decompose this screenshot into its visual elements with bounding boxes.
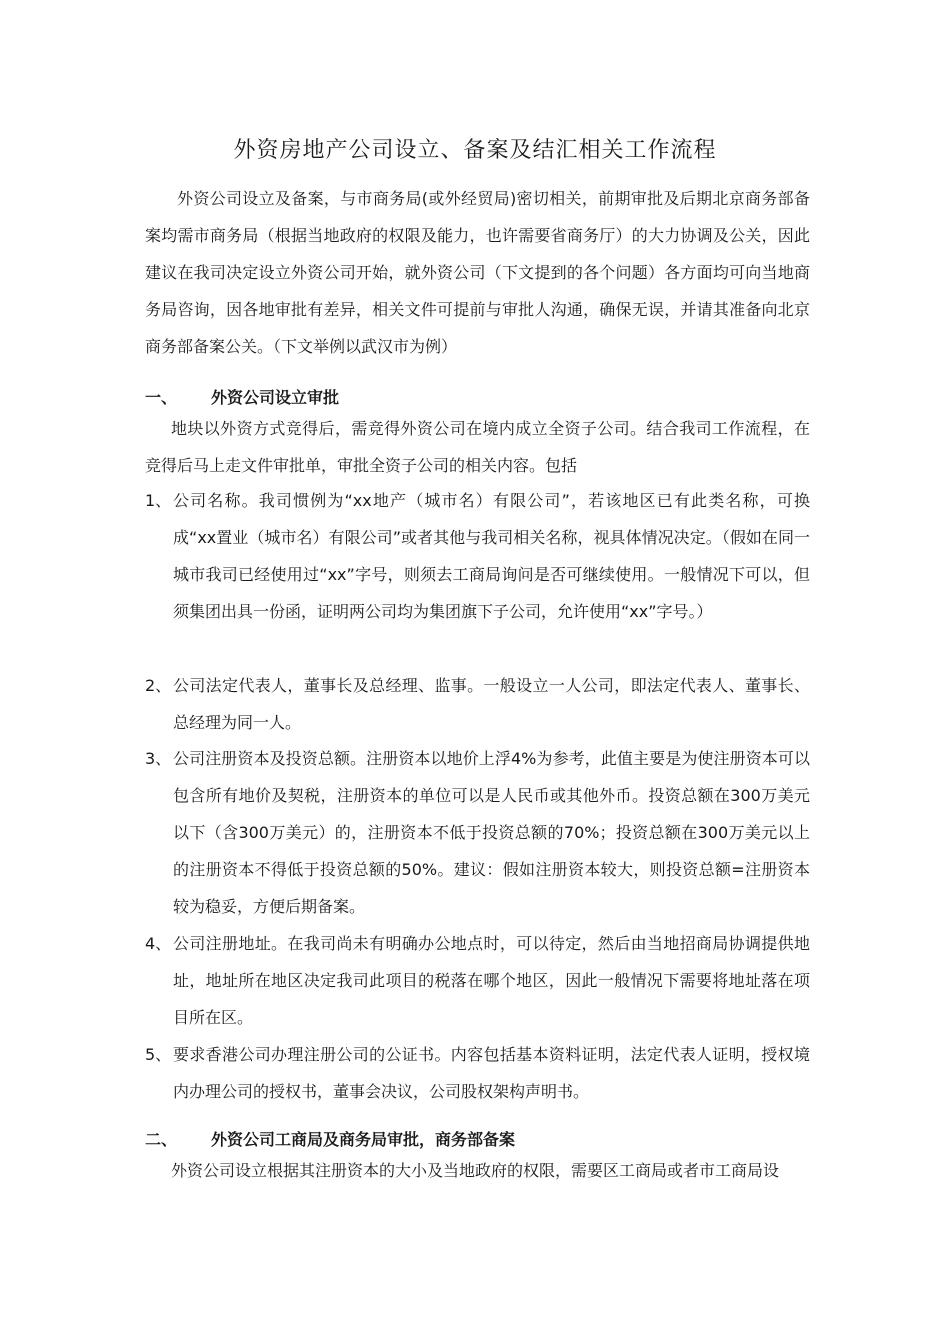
- section-1-heading: [145, 386, 810, 410]
- list-item-text: 公司注册资本及投资总额。注册资本以地价上浮4%为参考，此值主要是为使注册资本可以包含所有地价及契税，注册资本的单位可以是人民币或其他外币。投资总额在300万美元以下（含300万美元）的，注册资本不低于投资总额的70%；投资总额在300万美元以上的注册资本不得低于投资总额的50%。建议：假如注册资本较大，则投资总额=注册资本较为稳妥，方便后期备案。: [173, 749, 810, 916]
- list-item: [145, 740, 810, 925]
- section-1-title: 外资公司设立审批: [211, 388, 340, 407]
- list-item-number: 2、: [145, 676, 172, 695]
- list-item: [145, 925, 810, 1036]
- document-title: 外资房地产公司设立、备案及结汇相关工作流程: [233, 138, 717, 163]
- list-item-text: 公司名称。我司惯例为“xx地产（城市名）有限公司”，若该地区已有此类名称，可换成“xx置业（城市名）有限公司”或者其他与我司相关名称，视具体情况决定。（假如在同一城市我司已经使用过“xx”字号，则须去工商局询问是否可继续使用。一般情况下可以，但须集团出具一份函，证明两公司均为集团旗下子公司，允许使用“xx”字号。）: [173, 491, 810, 621]
- section-2-body: 外资公司设立根据其注册资本的大小及当地政府的权限，需要区工商局或者市工商局设: [171, 1161, 780, 1180]
- list-item-text: 公司注册地址。在我司尚未有明确办公地点时，可以待定，然后由当地招商局协调提供地址，地址所在地区决定我司此项目的税落在哪个地区，因此一般情况下需要将地址落在项目所在区。: [173, 934, 810, 1027]
- list-item-number: 4、: [145, 934, 172, 953]
- section-2-heading: [145, 1128, 810, 1152]
- section-1-body: 地块以外资方式竞得后，需竞得外资公司在境内成立全资子公司。结合我司工作流程，在竞得后马上走文件审批单，审批全资子公司的相关内容。包括: [145, 419, 810, 475]
- list-item-number: 1、: [145, 491, 172, 510]
- list-item-text: 要求香港公司办理注册公司的公证书。内容包括基本资料证明，法定代表人证明，授权境内办理公司的授权书，董事会决议，公司股权架构声明书。: [173, 1045, 810, 1101]
- list-item: [145, 482, 810, 630]
- section-1-number: 一、: [145, 388, 178, 407]
- list-item-number: 5、: [145, 1045, 172, 1064]
- list-item-text: 公司法定代表人，董事长及总经理、监事。一般设立一人公司，即法定代表人、董事长、总经理为同一人。: [173, 676, 810, 732]
- section-2-number: 二、: [145, 1130, 178, 1149]
- list-item-number: 3、: [145, 749, 172, 768]
- section-2-title: 外资公司工商局及商务局审批，商务部备案: [211, 1130, 516, 1149]
- list-item: [145, 667, 810, 741]
- intro-paragraph: 外资公司设立及备案，与市商务局(或外经贸局)密切相关，前期审批及后期北京商务部备案均需市商务局（根据当地政府的权限及能力，也许需要省商务厅）的大力协调及公关，因此建议在我司决定设立外资公司开始，就外资公司（下文提到的各个问题）各方面均可向当地商务局咨询，因各地审批有差异，相关文件可提前与审批人沟通，确保无误，并请其准备向北京商务部备案公关。（下文举例以武汉市为例）: [145, 189, 810, 356]
- list-item: [145, 1036, 810, 1110]
